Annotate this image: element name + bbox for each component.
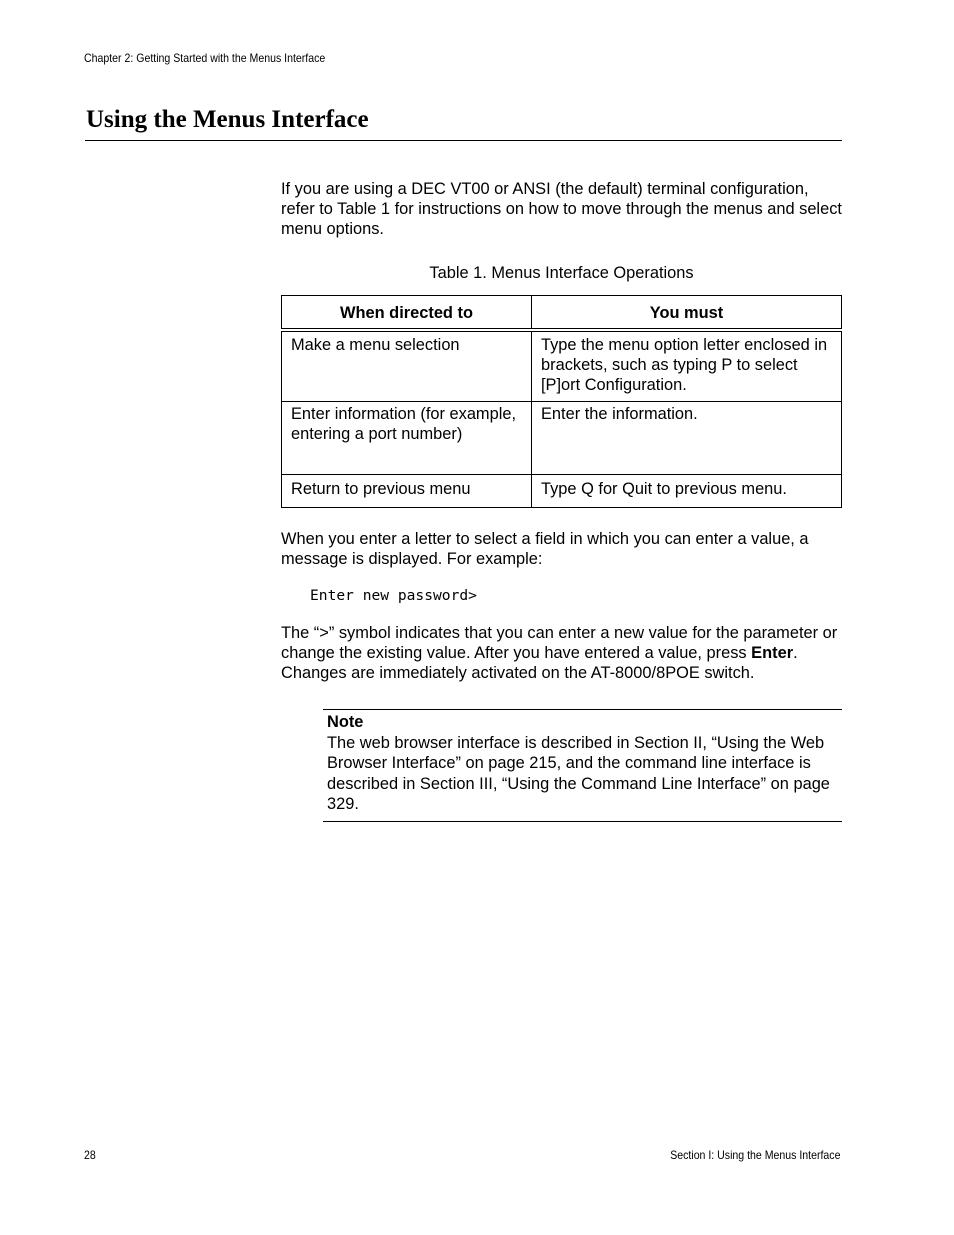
- column-header-must: You must: [532, 296, 842, 330]
- running-header: Chapter 2: Getting Started with the Menus Interface: [84, 51, 326, 65]
- table-cell: Enter the information.: [532, 402, 842, 475]
- table-row: [282, 475, 842, 508]
- enter-key-label: Enter: [751, 644, 794, 663]
- operations-table: [281, 295, 842, 508]
- table-cell: Enter information (for example, entering a port number): [282, 402, 532, 475]
- field-entry-paragraph: When you enter a letter to select a field in which you can enter a value, a message is displayed. For example:: [281, 530, 809, 569]
- table-header-row: [282, 296, 842, 330]
- table-cell: Type the menu option letter enclosed in brackets, such as typing P to select [P]ort Configuration.: [532, 330, 842, 402]
- note-box: [323, 709, 842, 822]
- symbol-paragraph: [281, 623, 846, 684]
- title-rule: [85, 140, 842, 141]
- table-cell: Return to previous menu: [282, 475, 532, 508]
- intro-paragraph: If you are using a DEC VT00 or ANSI (the default) terminal configuration, refer to Table 1 for instructions on how to move through the menus and select menu options.: [281, 180, 842, 239]
- page-number: 28: [84, 1148, 96, 1162]
- symbol-paragraph-text-end: . Changes are immediately activated on the AT-8000/8POE switch.: [281, 644, 798, 683]
- table-cell: Make a menu selection: [282, 330, 532, 402]
- note-heading: Note: [327, 713, 364, 731]
- table-row: [282, 330, 842, 402]
- table-caption: Table 1. Menus Interface Operations: [429, 264, 694, 282]
- note-text: The web browser interface is described in Section II, “Using the Web Browser Interface” on page 215, and the command line interface is described in Section III, “Using the Command Line Interface” on page 329.: [327, 734, 830, 813]
- table-row: [282, 402, 842, 475]
- code-sample: Enter new password>: [310, 587, 477, 604]
- table-cell: Type Q for Quit to previous menu.: [532, 475, 842, 508]
- symbol-paragraph-text: The “>” symbol indicates that you can enter a new value for the parameter or change the existing value. After you have entered a value, press: [281, 624, 838, 663]
- section-title: Using the Menus Interface: [86, 106, 369, 133]
- column-header-when: When directed to: [282, 296, 532, 330]
- running-footer: Section I: Using the Menus Interface: [669, 1148, 840, 1162]
